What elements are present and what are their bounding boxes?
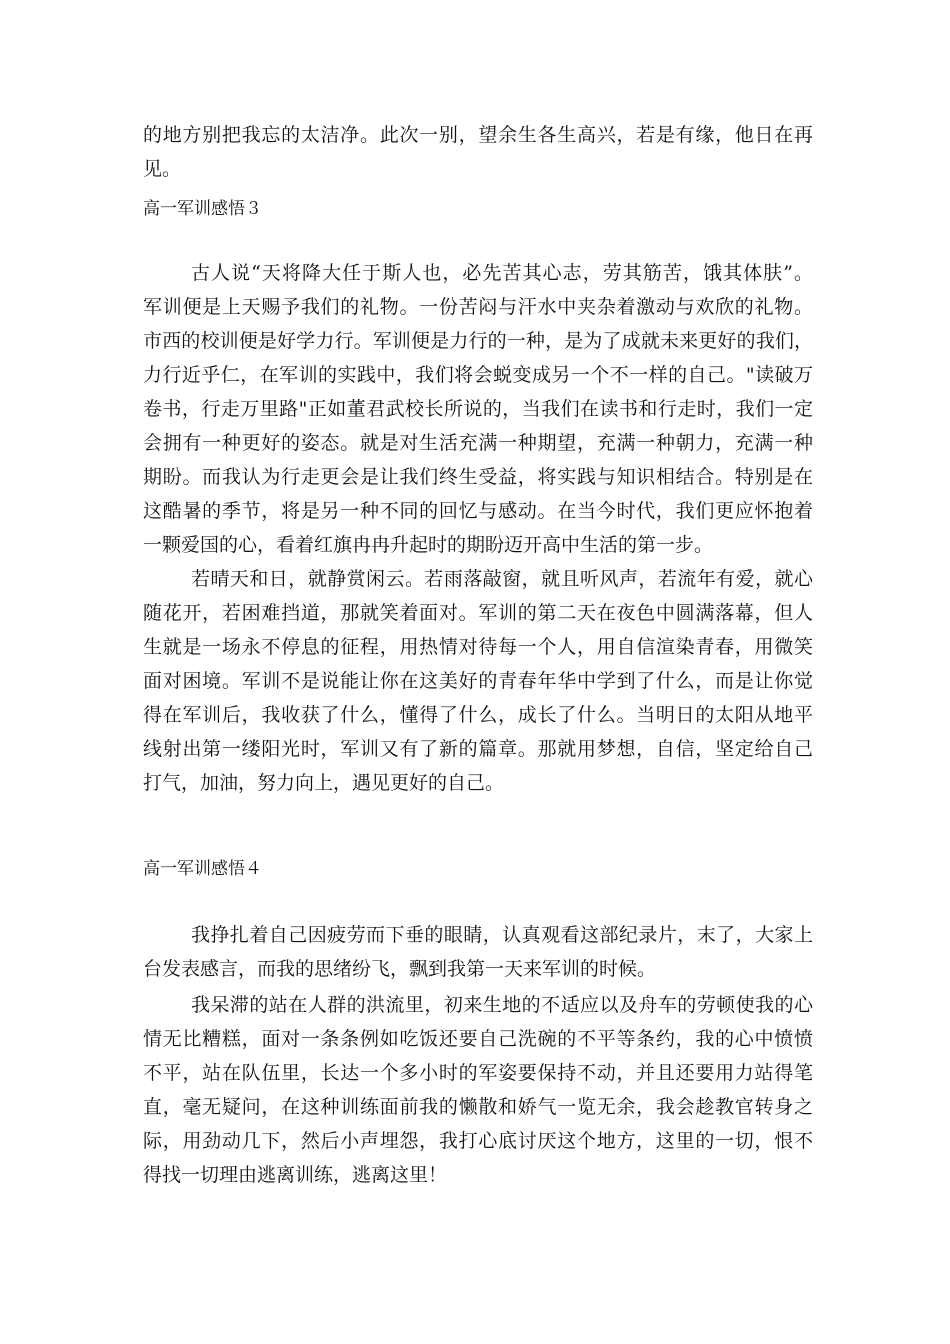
paragraph-line: 卷书，行走万里路"正如董君武校长所说的，当我们在读书和行走时，我们一定 bbox=[143, 398, 813, 420]
paragraph-line: 随花开，若困难挡道，那就笑着面对。军训的第二天在夜色中圆满落幕，但人 bbox=[143, 602, 813, 624]
paragraph-line: 力行近乎仁，在军训的实践中，我们将会蜕变成另一个不一样的自己。"读破万 bbox=[143, 364, 813, 386]
section-heading: 高一军训感悟３ bbox=[143, 199, 262, 219]
paragraph-line: 市西的校训便是好学力行。军训便是力行的一种，是为了成就未来更好的我们， bbox=[143, 330, 813, 352]
paragraph-line: 直，毫无疑问，在这种训练面前我的懒散和娇气一览无余，我会趁教官转身之 bbox=[143, 1096, 813, 1118]
paragraph-line: 古人说“天将降大任于斯人也，必先苦其心志，劳其筋苦，饿其体肤”。 bbox=[191, 262, 813, 284]
paragraph-line: 一颗爱国的心，看着红旗冉冉升起时的期盼迈开高中生活的第一步。 bbox=[143, 534, 714, 556]
paragraph-line: 台发表感言，而我的思绪纷飞，飘到我第一天来军训的时候。 bbox=[143, 958, 657, 980]
paragraph-line: 打气，加油，努力向上，遇见更好的自己。 bbox=[143, 772, 505, 794]
paragraph-line: 若晴天和日，就静赏闲云。若雨落敲窗，就且听风声，若流年有爱，就心 bbox=[191, 568, 813, 590]
paragraph-line: 我挣扎着自己因疲劳而下垂的眼睛，认真观看这部纪录片，末了，大家上 bbox=[191, 924, 813, 946]
paragraph-line: 得找一切理由逃离训练，逃离这里！ bbox=[143, 1164, 448, 1186]
paragraph-line: 情无比糟糕，面对一条条例如吃饭还要自己洗碗的不平等条约，我的心中愤愤 bbox=[143, 1028, 813, 1050]
paragraph-line: 的地方别把我忘的太洁净。此次一别，望余生各生高兴，若是有缘，他日在再 bbox=[143, 124, 813, 146]
paragraph-line: 期盼。而我认为行走更会是让我们终生受益，将实践与知识相结合。特别是在 bbox=[143, 466, 813, 488]
paragraph-line: 军训便是上天赐予我们的礼物。一份苦闷与汗水中夹杂着激动与欢欣的礼物。 bbox=[143, 296, 813, 318]
paragraph-line: 会拥有一种更好的姿态。就是对生活充满一种期望，充满一种朝力，充满一种 bbox=[143, 432, 813, 454]
paragraph-line: 这酷暑的季节，将是另一种不同的回忆与感动。在当今时代，我们更应怀抱着 bbox=[143, 500, 813, 522]
paragraph-line: 际，用劲动几下，然后小声埋怨，我打心底讨厌这个地方，这里的一切，恨不 bbox=[143, 1130, 813, 1152]
paragraph-line: 面对困境。军训不是说能让你在这美好的青春年华中学到了什么，而是让你觉 bbox=[143, 670, 813, 692]
paragraph-line: 我呆滞的站在人群的洪流里，初来生地的不适应以及舟车的劳顿使我的心 bbox=[191, 994, 813, 1016]
paragraph-line: 生就是一场永不停息的征程，用热情对待每一个人，用自信渲染青春，用微笑 bbox=[143, 636, 813, 658]
paragraph-line: 见。 bbox=[143, 158, 182, 180]
paragraph-line: 线射出第一缕阳光时，军训又有了新的篇章。那就用梦想，自信，坚定给自己 bbox=[143, 738, 813, 760]
paragraph-line: 得在军训后，我收获了什么，懂得了什么，成长了什么。当明日的太阳从地平 bbox=[143, 704, 813, 726]
paragraph-line: 不平，站在队伍里，长达一个多小时的军姿要保持不动，并且还要用力站得笔 bbox=[143, 1062, 813, 1084]
section-heading: 高一军训感悟４ bbox=[143, 859, 262, 879]
